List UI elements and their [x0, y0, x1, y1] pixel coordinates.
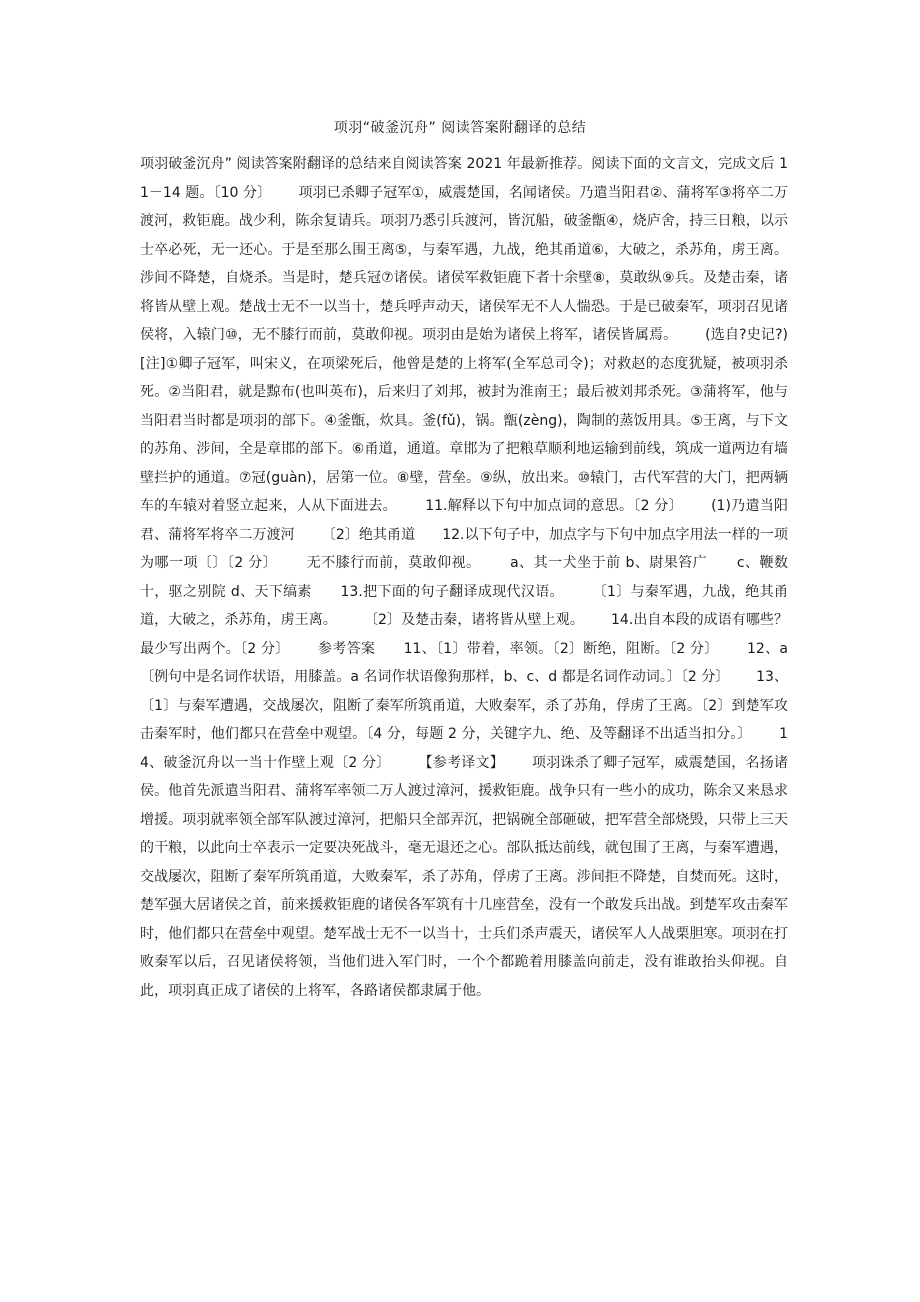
document-title: 项羽“破釜沉舟” 阅读答案附翻译的总结	[333, 120, 587, 136]
document-body: 项羽破釜沉舟” 阅读答案附翻译的总结来自阅读答案 2021 年最新推荐。阅读下面的文言文，完成文后 11－14 题。〔10 分〕 项羽已杀卿子冠军①，威震楚国，名闻诸侯。乃遣当阳君②、蒲将军③将卒二万渡河，救钜鹿。战少利，陈余复请兵。项羽乃悉引兵渡河，皆沉船，破釜甑④，烧庐舍，持三日粮，以示士卒必死，无一还心。于是至那么围王离⑤，与秦军遇，九战，绝其甬道⑥，大破之，杀苏角，虏王离。涉间不降楚，自烧杀。当是时，楚兵冠⑦诸侯。诸侯军救钜鹿下者十余壁⑧，莫敢纵⑨兵。及楚击秦，诸将皆从壁上观。楚战士无不一以当十，楚兵呼声动天，诸侯军无不人人惴恐。于是已破秦军，项羽召见诸侯将，入辕门⑩，无不膝行而前，莫敢仰视。项羽由是始为诸侯上将军，诸侯皆属焉。 (选自?史记?) [注]①卿子冠军，叫宋义，在项梁死后，他曾是楚的上将军(全军总司令)；对救赵的态度犹疑，被项羽杀死。②当阳君，就是黥布(也叫英布)，后来归了刘邦，被封为淮南王；最后被刘邦杀死。③蒲将军，他与当阳君当时都是项羽的部下。④釜甑，炊具。釜(fǔ)，锅。甑(zèng)，陶制的蒸饭用具。⑤王离，与下文的苏角、涉间，全是章邯的部下。⑥甬道，通道。章邯为了把粮草顺利地运输到前线，筑成一道两边有墙壁拦护的通道。⑦冠(guàn)，居第一位。⑧壁，营垒。⑨纵，放出来。⑩辕门，古代军营的大门，把两辆车的车辕对着竖立起来，人从下面进去。 11.解释以下句中加点词的意思。〔2 分〕 (1)乃遣当阳君、蒲将军将卒二万渡河 〔2〕绝其甬道 12.以下句子中，加点字与下句中加点字用法一样的一项为哪一项〔〕〔2 分〕 无不膝行而前，莫敢仰视。 a、其一犬坐于前 b、尉果笞广 c、鞭数十，驱之别院 d、天下缟素 13.把下面的句子翻译成现代汉语。 〔1〕与秦军遇，九战，绝其甬道，大破之，杀苏角，虏王离。 〔2〕及楚击秦，诸将皆从壁上观。 14.出自本段的成语有哪些？最少写出两个。〔2 分〕 参考答案 11、〔1〕带着，率领。〔2〕断绝，阻断。〔2 分〕 12、a〔例句中是名词作状语，用膝盖。a 名词作状语像狗那样，b、c、d 都是名词作动词。〕〔2 分〕 13、〔1〕与秦军遭遇，交战屡次，阻断了秦军所筑甬道，大败秦军，杀了苏角，俘虏了王离。〔2〕到楚军攻击秦军时，他们都只在营垒中观望。〔4 分，每题 2 分，关键字九、绝、及等翻译不出适当扣分。〕 14、破釜沉舟以一当十作壁上观〔2 分〕 【参考译文】 项羽诛杀了卿子冠军，威震楚国，名扬诸侯。他首先派遣当阳君、蒲将军率领二万人渡过漳河，援救钜鹿。战争只有一些小的成功，陈余又来恳求增援。项羽就率领全部军队渡过漳河，把船只全部弄沉，把锅碗全部砸破，把军营全部烧毁，只带上三天的干粮，以此向士卒表示一定要决死战斗，毫无退还之心。部队抵达前线，就包围了王离，与秦军遭遇，交战屡次，阻断了秦军所筑甬道，大败秦军，杀了苏角，俘虏了王离。涉间拒不降楚，自焚而死。这时，楚军强大居诸侯之首，前来援救钜鹿的诸侯各军筑有十几座营垒，没有一个敢发兵出战。到楚军攻击秦军时，他们都只在营垒中观望。楚军战士无不一以当十，士兵们杀声震天，诸侯军人人战栗胆寒。项羽在打败秦军以后，召见诸侯将领，当他们进入军门时，一个个都跪着用膝盖向前走，没有谁敢抬头仰视。自此，项羽真正成了诸侯的上将军，各路诸侯都隶属于他。	[140, 156, 815, 999]
